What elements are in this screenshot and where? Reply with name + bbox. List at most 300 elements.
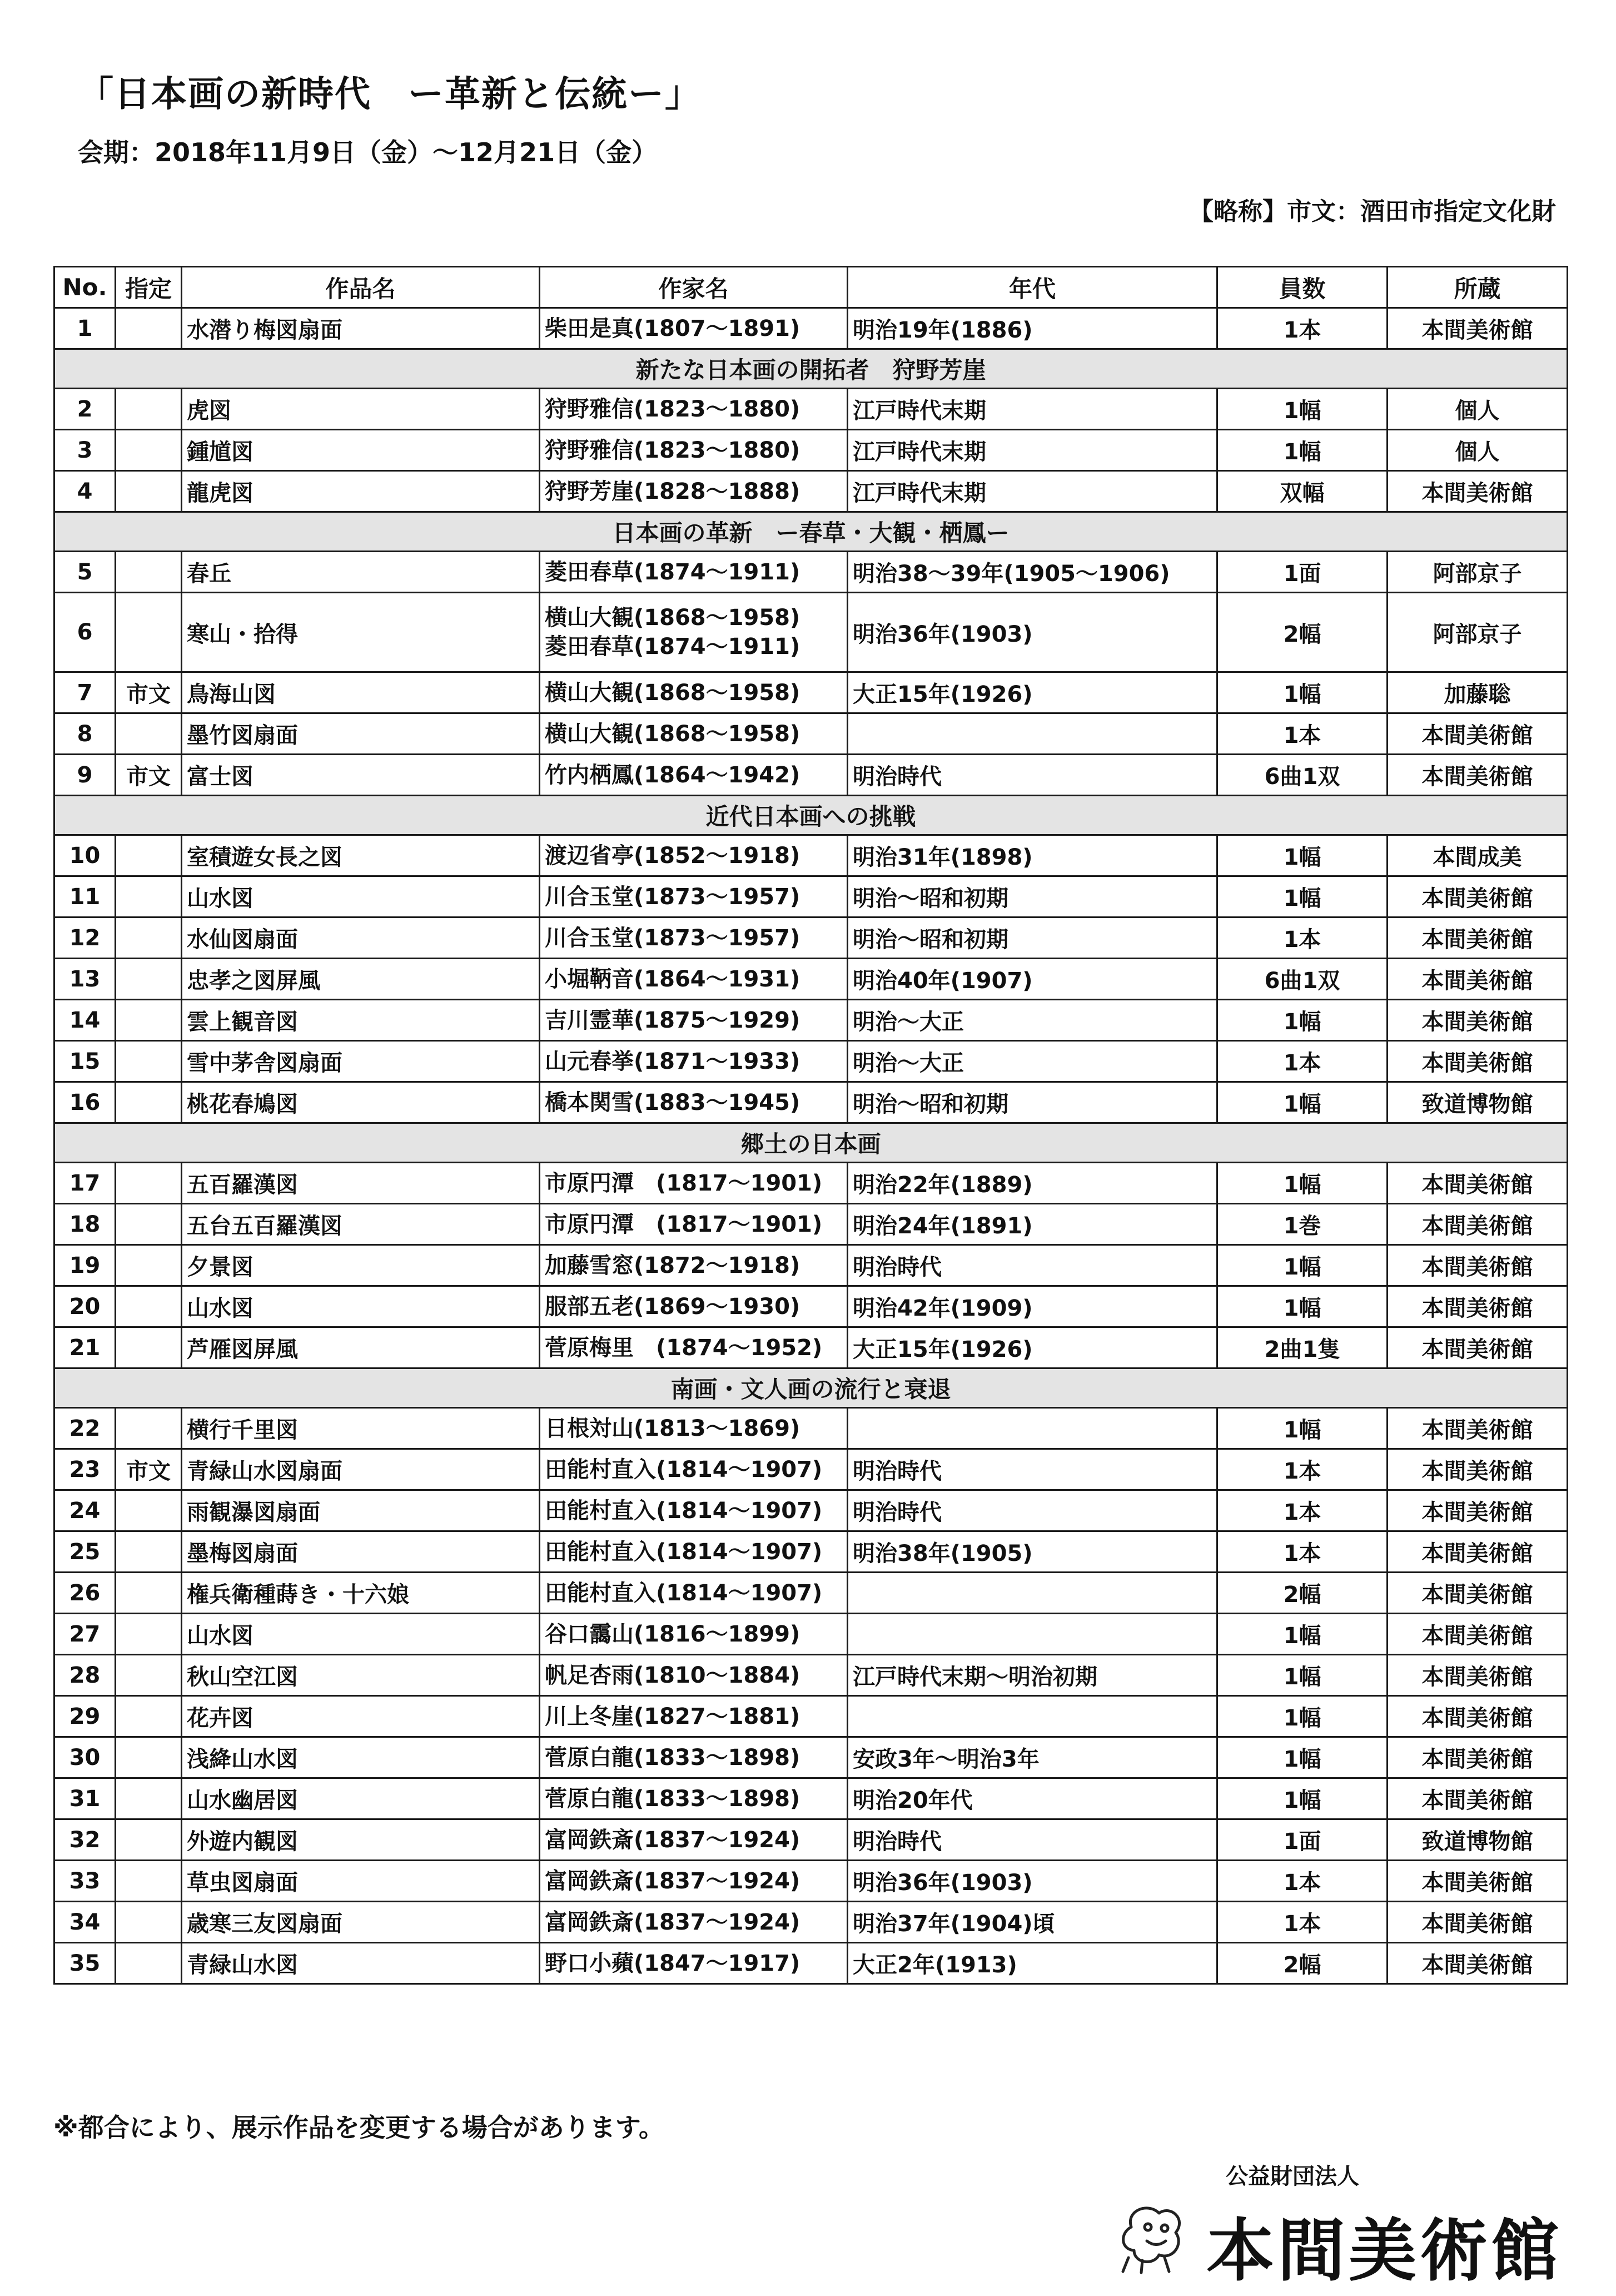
cell-no: 16 xyxy=(54,1082,116,1123)
table-row xyxy=(54,1696,1568,1737)
cell-designation xyxy=(116,1245,182,1286)
artist-name: 菱田春草(1874〜1911) xyxy=(545,559,800,585)
cell-era xyxy=(848,713,1217,755)
cell-era: 明治時代 xyxy=(848,1245,1217,1286)
cell-title: 春丘 xyxy=(182,552,540,593)
cell-designation xyxy=(116,1000,182,1041)
cell-no: 14 xyxy=(54,1000,116,1041)
cell-designation xyxy=(116,1573,182,1614)
cell-era: 明治〜昭和初期 xyxy=(848,1082,1217,1123)
cell-count: 1面 xyxy=(1217,552,1388,593)
cell-no: 12 xyxy=(54,918,116,959)
cell-artist xyxy=(540,959,848,1000)
cell-designation xyxy=(116,835,182,876)
cell-era: 江戸時代末期 xyxy=(848,389,1217,430)
cell-no: 32 xyxy=(54,1819,116,1861)
cell-era: 大正15年(1926) xyxy=(848,1327,1217,1368)
cell-title: 五百羅漢図 xyxy=(182,1163,540,1204)
cell-count: 1幅 xyxy=(1217,430,1388,471)
cell-designation xyxy=(116,1902,182,1943)
cell-artist xyxy=(540,389,848,430)
artist-name: 山元春挙(1871〜1933) xyxy=(545,1048,800,1074)
cell-designation xyxy=(116,389,182,430)
artist-name: 田能村直入(1814〜1907) xyxy=(545,1580,823,1606)
cell-title: 草虫図扇面 xyxy=(182,1861,540,1902)
cell-title: 室積遊女長之図 xyxy=(182,835,540,876)
cell-no: 10 xyxy=(54,835,116,876)
cell-era: 明治37年(1904)頃 xyxy=(848,1902,1217,1943)
artist-name: 渡辺省亭(1852〜1918) xyxy=(545,842,800,869)
cell-owner: 本間美術館 xyxy=(1388,1943,1568,1984)
cell-no: 29 xyxy=(54,1696,116,1737)
table-row xyxy=(54,1490,1568,1531)
cell-artist xyxy=(540,308,848,349)
cell-no: 18 xyxy=(54,1204,116,1245)
cell-count: 1本 xyxy=(1217,1902,1388,1943)
cell-no: 24 xyxy=(54,1490,116,1531)
cell-owner: 本間美術館 xyxy=(1388,1902,1568,1943)
cell-era: 明治〜昭和初期 xyxy=(848,918,1217,959)
exhibit-list-table xyxy=(53,266,1568,1985)
cell-title: 五台五百羅漢図 xyxy=(182,1204,540,1245)
cell-no: 5 xyxy=(54,552,116,593)
cell-no: 28 xyxy=(54,1655,116,1696)
cell-era: 江戸時代末期 xyxy=(848,471,1217,512)
cell-no: 21 xyxy=(54,1327,116,1368)
artist-name: 横山大観(1868〜1958) xyxy=(545,680,800,706)
artist-name: 吉川霊華(1875〜1929) xyxy=(545,1007,800,1033)
cell-designation xyxy=(116,1204,182,1245)
cell-count: 1幅 xyxy=(1217,1163,1388,1204)
table-row xyxy=(54,1163,1568,1204)
cell-count: 1幅 xyxy=(1217,1408,1388,1449)
cell-title: 権兵衛種蒔き・十六娘 xyxy=(182,1573,540,1614)
col-header-count: 員数 xyxy=(1217,267,1388,308)
cell-designation xyxy=(116,1327,182,1368)
cell-era: 明治時代 xyxy=(848,755,1217,796)
cell-artist xyxy=(540,1655,848,1696)
artist-name: 田能村直入(1814〜1907) xyxy=(545,1456,823,1482)
cell-owner: 本間美術館 xyxy=(1388,1573,1568,1614)
table-row xyxy=(54,389,1568,430)
section-header-label: 日本画の革新 ー春草・大観・栖鳳ー xyxy=(54,512,1568,552)
cell-count: 6曲1双 xyxy=(1217,959,1388,1000)
section-header-label: 新たな日本画の開拓者 狩野芳崖 xyxy=(54,349,1568,389)
cell-designation xyxy=(116,713,182,755)
cell-era: 明治22年(1889) xyxy=(848,1163,1217,1204)
artist-name: 川合玉堂(1873〜1957) xyxy=(545,884,800,910)
artist-name: 柴田是真(1807〜1891) xyxy=(545,315,800,341)
cell-title: 鳥海山図 xyxy=(182,672,540,713)
cell-era: 明治42年(1909) xyxy=(848,1286,1217,1327)
cell-no: 34 xyxy=(54,1902,116,1943)
cell-era xyxy=(848,1614,1217,1655)
cell-era: 明治時代 xyxy=(848,1490,1217,1531)
artist-name: 菱田春草(1874〜1911) xyxy=(545,634,800,659)
cell-title: 寒山・拾得 xyxy=(182,593,540,672)
col-header-no: No. xyxy=(54,267,116,308)
cell-count: 1幅 xyxy=(1217,1778,1388,1819)
cell-no: 3 xyxy=(54,430,116,471)
table-row xyxy=(54,1778,1568,1819)
cell-designation xyxy=(116,1286,182,1327)
cell-designation xyxy=(116,1531,182,1573)
cell-designation xyxy=(116,1778,182,1819)
cell-era: 大正15年(1926) xyxy=(848,672,1217,713)
cell-artist xyxy=(540,1696,848,1737)
cell-no: 26 xyxy=(54,1573,116,1614)
cell-count: 1本 xyxy=(1217,1449,1388,1490)
cell-artist xyxy=(540,1819,848,1861)
artist-name: 野口小蘋(1847〜1917) xyxy=(545,1950,800,1976)
artist-name: 富岡鉄斎(1837〜1924) xyxy=(545,1909,800,1935)
artist-name: 市原円潭 (1817〜1901) xyxy=(545,1170,823,1196)
cell-title: 水潜り梅図扇面 xyxy=(182,308,540,349)
cell-artist xyxy=(540,835,848,876)
artist-name: 菅原白龍(1833〜1898) xyxy=(545,1744,800,1771)
table-row xyxy=(54,1902,1568,1943)
cell-count: 1本 xyxy=(1217,1041,1388,1082)
cell-title: 墨梅図扇面 xyxy=(182,1531,540,1573)
cell-count: 1面 xyxy=(1217,1819,1388,1861)
cell-artist xyxy=(540,1737,848,1778)
artist-name: 川合玉堂(1873〜1957) xyxy=(545,925,800,951)
cell-count: 1本 xyxy=(1217,1490,1388,1531)
cell-owner: 本間美術館 xyxy=(1388,1737,1568,1778)
table-row xyxy=(54,959,1568,1000)
artist-name: 田能村直入(1814〜1907) xyxy=(545,1497,823,1524)
col-header-artist: 作家名 xyxy=(540,267,848,308)
cell-era: 明治19年(1886) xyxy=(848,308,1217,349)
cell-owner: 本間美術館 xyxy=(1388,1655,1568,1696)
artist-name: 帆足杏雨(1810〜1884) xyxy=(545,1662,800,1688)
section-header-row xyxy=(54,1368,1568,1408)
cell-title: 青緑山水図扇面 xyxy=(182,1449,540,1490)
cell-owner: 阿部京子 xyxy=(1388,593,1568,672)
cell-no: 35 xyxy=(54,1943,116,1984)
table-row xyxy=(54,1408,1568,1449)
table-row xyxy=(54,713,1568,755)
cell-owner: 本間美術館 xyxy=(1388,1163,1568,1204)
table-row xyxy=(54,471,1568,512)
exhibition-period: 会期：2018年11月9日（金）〜12月21日（金） xyxy=(78,137,658,167)
table-row xyxy=(54,1286,1568,1327)
cell-no: 22 xyxy=(54,1408,116,1449)
cell-owner: 本間成美 xyxy=(1388,835,1568,876)
table-row xyxy=(54,1327,1568,1368)
table-row xyxy=(54,1573,1568,1614)
cell-owner: 本間美術館 xyxy=(1388,1778,1568,1819)
cell-owner: 阿部京子 xyxy=(1388,552,1568,593)
cell-artist xyxy=(540,1778,848,1819)
cell-artist xyxy=(540,1000,848,1041)
table-body xyxy=(54,308,1568,1984)
table-row xyxy=(54,552,1568,593)
cell-artist xyxy=(540,1286,848,1327)
cell-artist xyxy=(540,755,848,796)
cell-era: 明治38〜39年(1905〜1906) xyxy=(848,552,1217,593)
cell-no: 7 xyxy=(54,672,116,713)
cell-artist xyxy=(540,1041,848,1082)
cell-owner: 本間美術館 xyxy=(1388,1041,1568,1082)
cell-count: 1巻 xyxy=(1217,1204,1388,1245)
cell-designation xyxy=(116,1819,182,1861)
artist-name: 市原円潭 (1817〜1901) xyxy=(545,1211,823,1237)
table-row xyxy=(54,1531,1568,1573)
artist-name: 加藤雪窓(1872〜1918) xyxy=(545,1252,800,1278)
cell-artist xyxy=(540,1531,848,1573)
cell-owner: 本間美術館 xyxy=(1388,918,1568,959)
change-notice: ※都合により、展示作品を変更する場合があります。 xyxy=(53,2112,665,2143)
cell-title: 水仙図扇面 xyxy=(182,918,540,959)
cell-count: 1幅 xyxy=(1217,835,1388,876)
cell-era xyxy=(848,1696,1217,1737)
cell-no: 31 xyxy=(54,1778,116,1819)
museum-logo-text: 本間美術館 xyxy=(1206,2210,1562,2290)
cell-artist xyxy=(540,918,848,959)
cell-artist xyxy=(540,1861,848,1902)
artist-name: 小堀鞆音(1864〜1931) xyxy=(545,966,800,992)
cell-title: 桃花春鳩図 xyxy=(182,1082,540,1123)
cell-era: 江戸時代末期 xyxy=(848,430,1217,471)
cell-era: 明治20年代 xyxy=(848,1778,1217,1819)
table-row xyxy=(54,876,1568,918)
cell-count: 1本 xyxy=(1217,918,1388,959)
artist-name: 富岡鉄斎(1837〜1924) xyxy=(545,1868,800,1894)
cell-title: 雲上観音図 xyxy=(182,1000,540,1041)
cell-owner: 加藤聡 xyxy=(1388,672,1568,713)
cell-owner: 本間美術館 xyxy=(1388,1286,1568,1327)
cell-owner: 本間美術館 xyxy=(1388,308,1568,349)
cell-owner: 本間美術館 xyxy=(1388,1204,1568,1245)
col-header-designation: 指定 xyxy=(116,267,182,308)
artist-name: 谷口靄山(1816〜1899) xyxy=(545,1621,800,1647)
cell-owner: 本間美術館 xyxy=(1388,471,1568,512)
cell-title: 横行千里図 xyxy=(182,1408,540,1449)
cell-designation: 市文 xyxy=(116,755,182,796)
cell-no: 11 xyxy=(54,876,116,918)
table-row xyxy=(54,1000,1568,1041)
cell-title: 浅絳山水図 xyxy=(182,1737,540,1778)
cell-designation xyxy=(116,1737,182,1778)
cell-title: 歳寒三友図扇面 xyxy=(182,1902,540,1943)
cell-artist xyxy=(540,1082,848,1123)
cell-designation xyxy=(116,471,182,512)
cell-owner: 個人 xyxy=(1388,389,1568,430)
table-row xyxy=(54,430,1568,471)
cell-no: 30 xyxy=(54,1737,116,1778)
cell-title: 虎図 xyxy=(182,389,540,430)
cell-artist xyxy=(540,1327,848,1368)
cell-era: 明治40年(1907) xyxy=(848,959,1217,1000)
cell-count: 1本 xyxy=(1217,1531,1388,1573)
table-row xyxy=(54,1449,1568,1490)
cell-owner: 個人 xyxy=(1388,430,1568,471)
cell-no: 6 xyxy=(54,593,116,672)
table-row xyxy=(54,1082,1568,1123)
cell-designation xyxy=(116,1655,182,1696)
cell-artist xyxy=(540,1408,848,1449)
cell-artist xyxy=(540,1902,848,1943)
artist-name: 日根対山(1813〜1869) xyxy=(545,1415,800,1441)
cell-owner: 本間美術館 xyxy=(1388,1000,1568,1041)
cell-count: 1幅 xyxy=(1217,672,1388,713)
cell-title: 花卉図 xyxy=(182,1696,540,1737)
col-header-owner: 所蔵 xyxy=(1388,267,1568,308)
cell-count: 1幅 xyxy=(1217,389,1388,430)
cell-artist xyxy=(540,593,848,672)
table-row xyxy=(54,1614,1568,1655)
cell-owner: 本間美術館 xyxy=(1388,755,1568,796)
cell-owner: 本間美術館 xyxy=(1388,1245,1568,1286)
cell-designation xyxy=(116,918,182,959)
section-header-row xyxy=(54,349,1568,389)
cell-count: 1幅 xyxy=(1217,1000,1388,1041)
table-row xyxy=(54,1041,1568,1082)
cell-owner: 本間美術館 xyxy=(1388,1614,1568,1655)
table-row xyxy=(54,308,1568,349)
cell-artist xyxy=(540,1245,848,1286)
artist-name: 横山大観(1868〜1958) xyxy=(545,605,800,631)
cell-count: 1幅 xyxy=(1217,1082,1388,1123)
cell-era: 明治〜昭和初期 xyxy=(848,876,1217,918)
section-header-row xyxy=(54,512,1568,552)
mascot-logo-icon xyxy=(1109,2188,1198,2277)
artist-name: 横山大観(1868〜1958) xyxy=(545,721,800,747)
cell-count: 6曲1双 xyxy=(1217,755,1388,796)
cell-era: 明治時代 xyxy=(848,1449,1217,1490)
cell-era: 明治〜大正 xyxy=(848,1041,1217,1082)
cell-designation xyxy=(116,308,182,349)
cell-count: 1本 xyxy=(1217,1861,1388,1902)
table-row xyxy=(54,1655,1568,1696)
cell-owner: 本間美術館 xyxy=(1388,1490,1568,1531)
cell-era: 安政3年〜明治3年 xyxy=(848,1737,1217,1778)
cell-title: 山水幽居図 xyxy=(182,1778,540,1819)
cell-owner: 致道博物館 xyxy=(1388,1082,1568,1123)
cell-no: 8 xyxy=(54,713,116,755)
artist-name: 菅原白龍(1833〜1898) xyxy=(545,1786,800,1812)
cell-owner: 本間美術館 xyxy=(1388,1696,1568,1737)
table-header-row xyxy=(54,267,1568,308)
table-row xyxy=(54,835,1568,876)
col-header-era: 年代 xyxy=(848,267,1217,308)
cell-era: 明治時代 xyxy=(848,1819,1217,1861)
cell-owner: 本間美術館 xyxy=(1388,1531,1568,1573)
cell-no: 15 xyxy=(54,1041,116,1082)
cell-era: 明治36年(1903) xyxy=(848,1861,1217,1902)
cell-no: 27 xyxy=(54,1614,116,1655)
cell-artist xyxy=(540,552,848,593)
cell-designation xyxy=(116,552,182,593)
cell-era: 大正2年(1913) xyxy=(848,1943,1217,1984)
cell-title: 山水図 xyxy=(182,1614,540,1655)
cell-owner: 本間美術館 xyxy=(1388,1327,1568,1368)
cell-artist xyxy=(540,430,848,471)
table-row xyxy=(54,672,1568,713)
cell-owner: 致道博物館 xyxy=(1388,1819,1568,1861)
cell-no: 23 xyxy=(54,1449,116,1490)
cell-title: 山水図 xyxy=(182,1286,540,1327)
cell-count: 2幅 xyxy=(1217,593,1388,672)
cell-title: 富士図 xyxy=(182,755,540,796)
cell-title: 夕景図 xyxy=(182,1245,540,1286)
cell-count: 1幅 xyxy=(1217,876,1388,918)
cell-designation xyxy=(116,1082,182,1123)
cell-no: 20 xyxy=(54,1286,116,1327)
cell-era xyxy=(848,1408,1217,1449)
cell-artist xyxy=(540,876,848,918)
table-row xyxy=(54,1861,1568,1902)
cell-artist xyxy=(540,672,848,713)
cell-designation xyxy=(116,1490,182,1531)
cell-no: 2 xyxy=(54,389,116,430)
cell-designation: 市文 xyxy=(116,1449,182,1490)
cell-title: 雨観瀑図扇面 xyxy=(182,1490,540,1531)
cell-title: 秋山空江図 xyxy=(182,1655,540,1696)
cell-era: 明治36年(1903) xyxy=(848,593,1217,672)
cell-artist xyxy=(540,1163,848,1204)
cell-count: 1幅 xyxy=(1217,1737,1388,1778)
cell-no: 9 xyxy=(54,755,116,796)
col-header-title: 作品名 xyxy=(182,267,540,308)
cell-no: 13 xyxy=(54,959,116,1000)
foundation-label: 公益財団法人 xyxy=(1226,2164,1359,2189)
artist-name: 田能村直入(1814〜1907) xyxy=(545,1539,823,1565)
cell-designation xyxy=(116,1614,182,1655)
artist-name: 竹内栖鳳(1864〜1942) xyxy=(545,762,800,788)
artist-name: 狩野芳崖(1828〜1888) xyxy=(545,478,800,504)
artist-name: 狩野雅信(1823〜1880) xyxy=(545,437,800,463)
cell-title: 龍虎図 xyxy=(182,471,540,512)
cell-designation xyxy=(116,593,182,672)
cell-title: 忠孝之図屏風 xyxy=(182,959,540,1000)
cell-designation xyxy=(116,430,182,471)
cell-era: 明治31年(1898) xyxy=(848,835,1217,876)
table-row xyxy=(54,1204,1568,1245)
cell-artist xyxy=(540,713,848,755)
cell-artist xyxy=(540,1490,848,1531)
cell-count: 1幅 xyxy=(1217,1696,1388,1737)
artist-name: 富岡鉄斎(1837〜1924) xyxy=(545,1827,800,1853)
cell-designation: 市文 xyxy=(116,672,182,713)
section-header-row xyxy=(54,796,1568,835)
cell-era: 江戸時代末期〜明治初期 xyxy=(848,1655,1217,1696)
cell-artist xyxy=(540,1449,848,1490)
section-header-label: 南画・文人画の流行と衰退 xyxy=(54,1368,1568,1408)
table-row xyxy=(54,1245,1568,1286)
cell-title: 墨竹図扇面 xyxy=(182,713,540,755)
cell-artist xyxy=(540,1943,848,1984)
section-header-row xyxy=(54,1123,1568,1163)
cell-owner: 本間美術館 xyxy=(1388,1408,1568,1449)
cell-owner: 本間美術館 xyxy=(1388,959,1568,1000)
cell-owner: 本間美術館 xyxy=(1388,1861,1568,1902)
cell-designation xyxy=(116,1408,182,1449)
cell-era: 明治24年(1891) xyxy=(848,1204,1217,1245)
section-header-label: 郷土の日本画 xyxy=(54,1123,1568,1163)
cell-count: 2曲1隻 xyxy=(1217,1327,1388,1368)
cell-no: 25 xyxy=(54,1531,116,1573)
cell-count: 2幅 xyxy=(1217,1573,1388,1614)
abbreviation-note: 【略称】市文：酒田市指定文化財 xyxy=(1189,197,1556,226)
cell-era: 明治〜大正 xyxy=(848,1000,1217,1041)
cell-no: 33 xyxy=(54,1861,116,1902)
cell-title: 青緑山水図 xyxy=(182,1943,540,1984)
page-title: 「日本画の新時代 ー革新と伝統ー」 xyxy=(78,74,702,115)
table-row xyxy=(54,918,1568,959)
cell-no: 19 xyxy=(54,1245,116,1286)
